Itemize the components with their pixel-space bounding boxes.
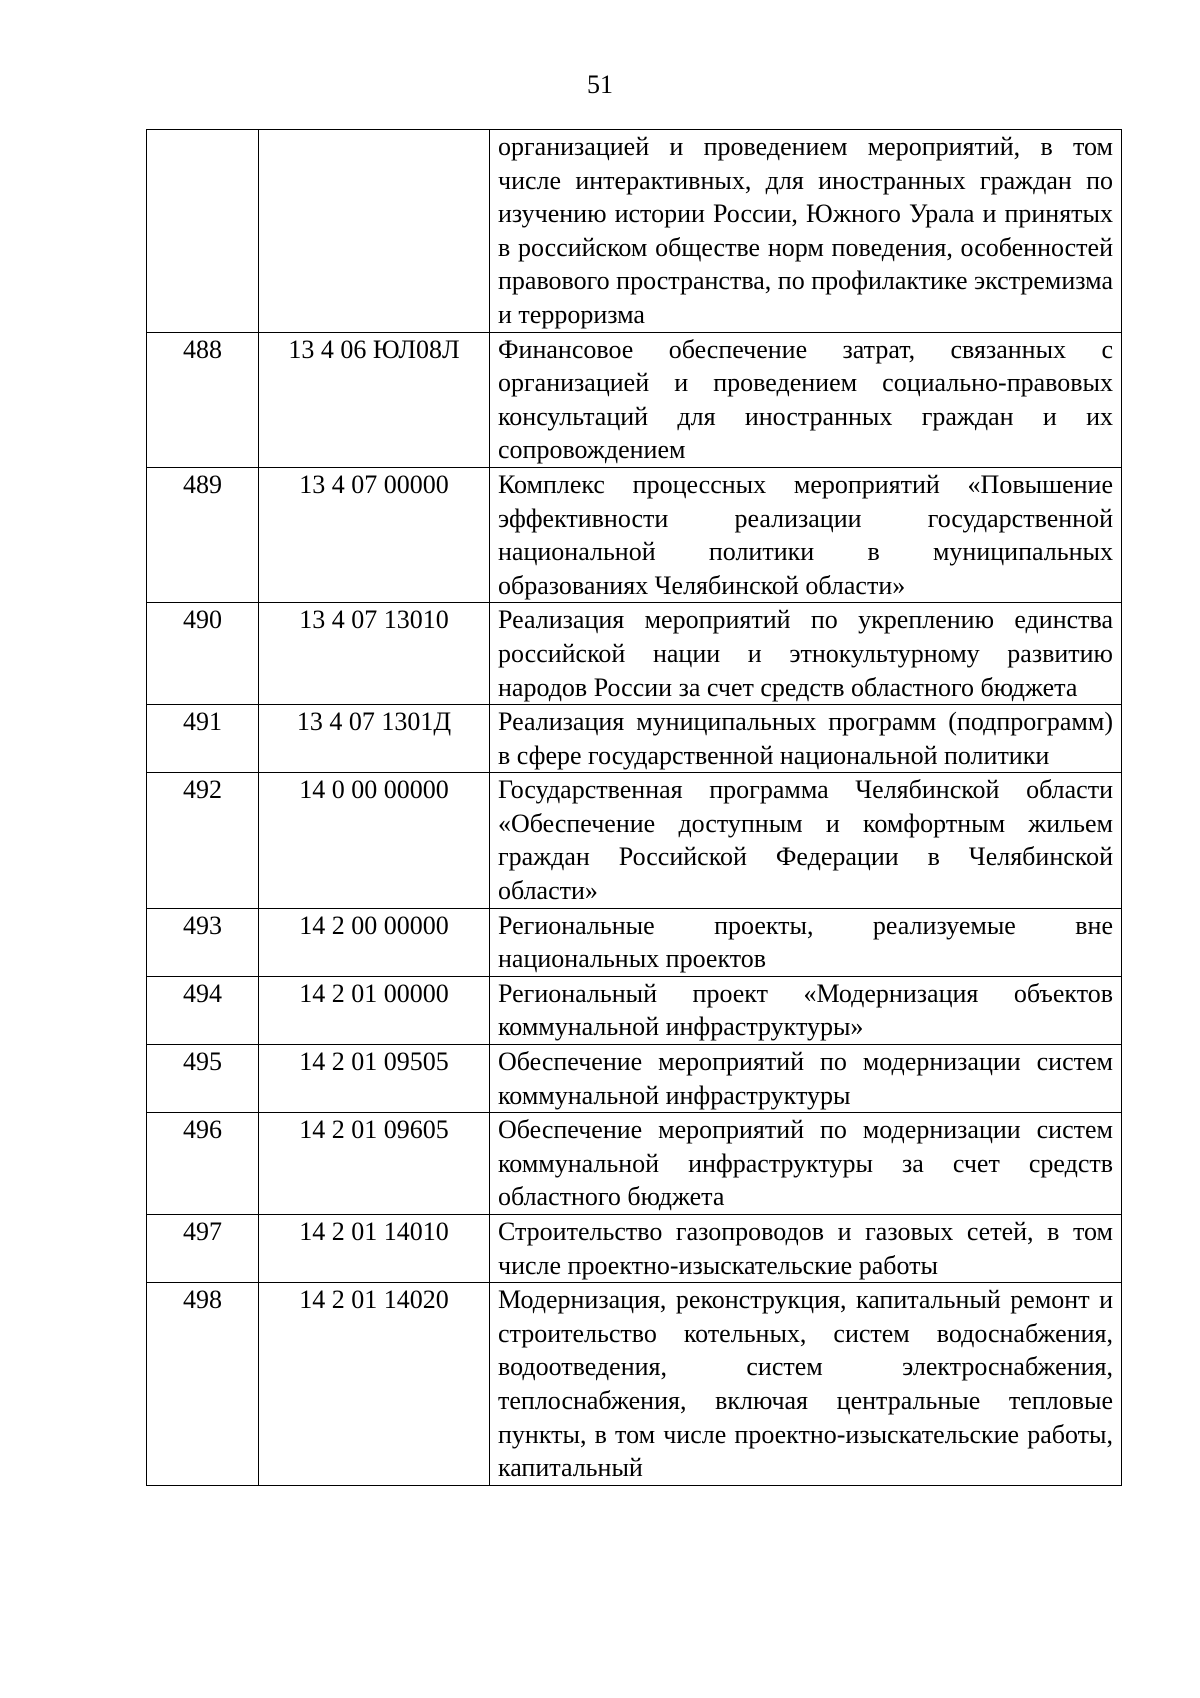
- row-description: Реализация мероприятий по укреплению единства российской нации и этнокультурному развитию народов России за счет средств областного бюджета: [490, 603, 1122, 705]
- target-code: 14 2 01 09605: [259, 1113, 490, 1215]
- target-code: 13 4 07 00000: [259, 467, 490, 602]
- table-row: [147, 773, 1122, 908]
- row-description: Региональные проекты, реализуемые вне национальных проектов: [490, 908, 1122, 976]
- table-row: [147, 908, 1122, 976]
- row-number: 488: [147, 332, 259, 467]
- row-number: 491: [147, 705, 259, 773]
- row-number: 494: [147, 976, 259, 1044]
- budget-classification-table: [146, 129, 1122, 1486]
- table-row: [147, 705, 1122, 773]
- target-code: 14 2 01 00000: [259, 976, 490, 1044]
- target-code: 13 4 06 ЮЛ08Л: [259, 332, 490, 467]
- page-number: 51: [587, 70, 613, 99]
- row-description: Региональный проект «Модернизация объектов коммунальной инфраструктуры»: [490, 976, 1122, 1044]
- target-code: 14 2 00 00000: [259, 908, 490, 976]
- target-code: 13 4 07 1301Д: [259, 705, 490, 773]
- row-description: Обеспечение мероприятий по модернизации систем коммунальной инфраструктуры: [490, 1045, 1122, 1113]
- row-number: 498: [147, 1283, 259, 1486]
- target-code: 14 0 00 00000: [259, 773, 490, 908]
- table-row: [147, 1045, 1122, 1113]
- target-code: [259, 130, 490, 333]
- row-description: Обеспечение мероприятий по модернизации систем коммунальной инфраструктуры за счет средств областного бюджета: [490, 1113, 1122, 1215]
- row-description: организацией и проведением мероприятий, в том числе интерактивных, для иностранных граждан по изучению истории России, Южного Урала и принятых в российском обществе норм поведения, особенностей правового пространства, по профилактике экстремизма и терроризма: [490, 130, 1122, 333]
- table-row: [147, 130, 1122, 333]
- table-row: [147, 1215, 1122, 1283]
- table-row: [147, 976, 1122, 1044]
- target-code: 13 4 07 13010: [259, 603, 490, 705]
- table-row: [147, 332, 1122, 467]
- row-number: 495: [147, 1045, 259, 1113]
- row-description: Реализация муниципальных программ (подпрограмм) в сфере государственной национальной политики: [490, 705, 1122, 773]
- row-number: [147, 130, 259, 333]
- row-description: Государственная программа Челябинской области «Обеспечение доступным и комфортным жильем граждан Российской Федерации в Челябинской области»: [490, 773, 1122, 908]
- target-code: 14 2 01 14020: [259, 1283, 490, 1486]
- table-row: [147, 467, 1122, 602]
- row-description: Финансовое обеспечение затрат, связанных с организацией и проведением социально-правовых консультаций для иностранных граждан и их сопровождением: [490, 332, 1122, 467]
- row-description: Комплекс процессных мероприятий «Повышение эффективности реализации государственной национальной политики в муниципальных образованиях Челябинской области»: [490, 467, 1122, 602]
- row-number: 489: [147, 467, 259, 602]
- table-row: [147, 1283, 1122, 1486]
- row-number: 493: [147, 908, 259, 976]
- table-row: [147, 1113, 1122, 1215]
- row-number: 490: [147, 603, 259, 705]
- row-description: Строительство газопроводов и газовых сетей, в том числе проектно-изыскательские работы: [490, 1215, 1122, 1283]
- row-number: 492: [147, 773, 259, 908]
- row-number: 497: [147, 1215, 259, 1283]
- row-number: 496: [147, 1113, 259, 1215]
- target-code: 14 2 01 14010: [259, 1215, 490, 1283]
- target-code: 14 2 01 09505: [259, 1045, 490, 1113]
- table-row: [147, 603, 1122, 705]
- row-description: Модернизация, реконструкция, капитальный ремонт и строительство котельных, систем водоснабжения, водоотведения, систем электроснабжения, теплоснабжения, включая центральные тепловые пункты, в том числе проектно-изыскательские работы, капитальный: [490, 1283, 1122, 1486]
